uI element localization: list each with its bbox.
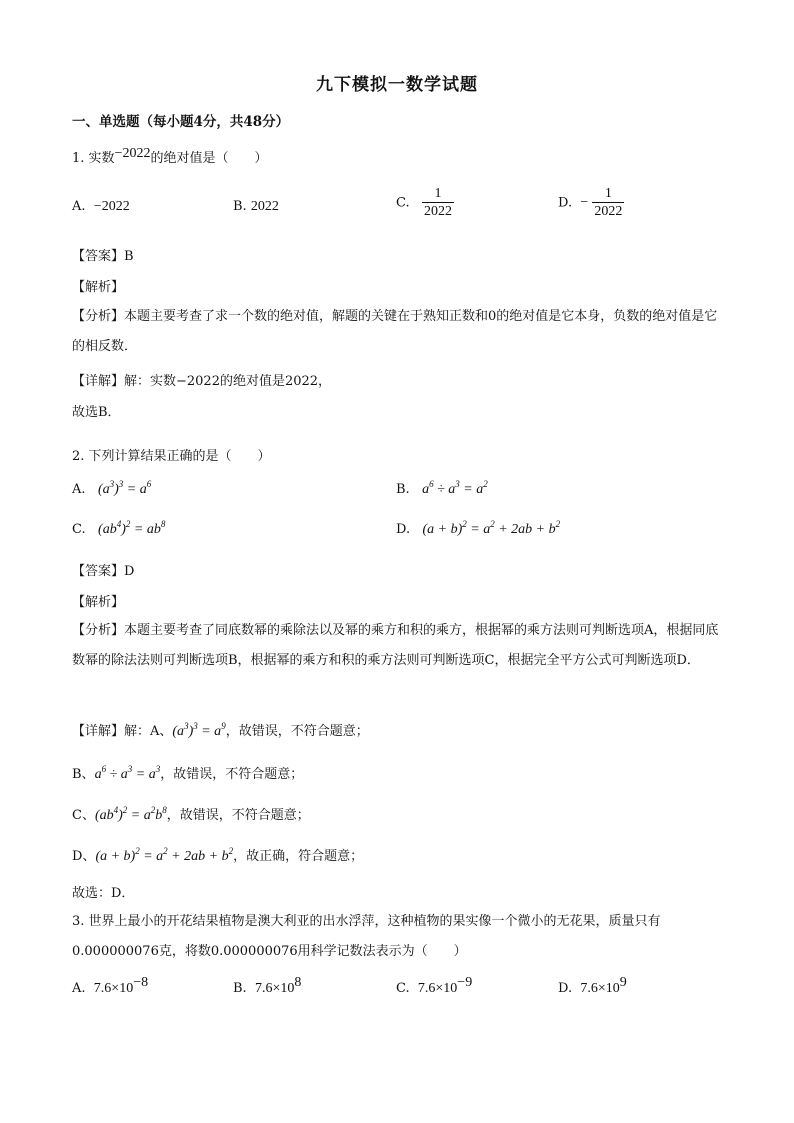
q2-detail-c (72, 804, 310, 824)
q2-option-b-label: B. (396, 482, 410, 497)
q2-detail-c-formula: $(ab^4)^2 = a^2b^8$ (94, 805, 167, 823)
q1-answer: 【答案】B (72, 249, 134, 264)
q1-stem-num: −2022 (114, 146, 151, 161)
q2-detail-b-prefix: B、 (72, 767, 95, 782)
q2-detail-d (72, 845, 363, 865)
q3-option-c-exponent: −9 (457, 975, 473, 990)
q2-detail-d-prefix: D、 (72, 849, 96, 864)
q2-detail-b-formula: $a^6 \div a^3 = a^3$ (94, 764, 161, 782)
q3-option-d-label: D. (558, 981, 573, 996)
q2-detail-d-formula: $(a + b)^2 = a^2 + 2ab + b^2$ (95, 846, 234, 864)
q3-option-a-label: A. (72, 981, 86, 996)
q3-option-a (72, 975, 149, 997)
q3-option-b-label: B. (233, 981, 247, 996)
q2-detail-c-prefix: C、 (72, 808, 95, 823)
q2-detail-d-tail: ，故正确，符合题意； (233, 849, 364, 864)
q1-option-d-label: D. (558, 195, 573, 211)
q3-option-b (233, 975, 302, 997)
q2-option-c (72, 519, 166, 538)
q2-detail-c-tail: ，故错误，不符合题意； (166, 808, 310, 823)
q1-option-c-fraction (422, 186, 454, 220)
q2-option-a-formula: $(a^3)^3 = a^6$ (97, 479, 152, 497)
q2-option-c-formula: $(ab^4)^2 = ab^8$ (98, 519, 166, 537)
q3-option-c-base: 7.6×10 (417, 981, 458, 996)
q1-option-b-value: 2022 (250, 199, 279, 214)
q2-analysis: 【分析】本题主要考查了同底数幂的乘除法以及幂的乘方和积的乘方，根据幂的乘方法则可判断选项A，根据同底数幂的除法法则可判断选项B，根据幂的乘方和积的乘方法则可判断选项C，根据完全平方公式可判断选项D． (72, 623, 719, 668)
q1-option-d-denominator: 2022 (594, 204, 623, 219)
q3-option-b-base: 7.6×10 (254, 981, 295, 996)
q3-option-a-base: 7.6×10 (93, 981, 134, 996)
q1-stem-post: 的绝对值是（ ） (150, 151, 268, 166)
q1-option-d (558, 186, 624, 220)
q2-option-b (396, 479, 488, 498)
q1-option-c (396, 186, 454, 220)
q2-stem: 2. 下列计算结果正确的是（ ） (72, 449, 271, 464)
q2-option-b-formula: $a^6 \div a^3 = a^2$ (422, 479, 488, 497)
q2-detail-b (72, 763, 303, 783)
q2-option-a-label: A. (72, 482, 86, 497)
q2-option-d-label: D. (396, 522, 411, 537)
q1-option-a-value: −2022 (93, 199, 130, 214)
q2-detail-b-tail: ，故错误，不符合题意； (160, 767, 304, 782)
q1-option-d-numerator: 1 (604, 186, 612, 201)
q1-option-b (233, 199, 279, 215)
q1-stem-pre: 1. 实数 (72, 151, 115, 166)
q2-answer: 【答案】D (72, 564, 135, 579)
q1-option-b-label: B. (233, 199, 247, 214)
section-heading: 一、单选题（每小题4分，共48分） (72, 114, 290, 130)
q2-option-c-label: C. (72, 522, 86, 537)
q2-detail-a (72, 720, 369, 740)
q3-option-d-exponent: 9 (619, 975, 627, 990)
q2-jiexi: 【解析】 (72, 595, 125, 610)
q1-analysis: 【分析】本题主要考查了求一个数的绝对值，解题的关键在于熟知正数和0的绝对值是它本身，负数的绝对值是它的相反数． (72, 309, 718, 354)
q1-option-a-label: A. (72, 199, 86, 214)
q3-option-d-base: 7.6×10 (580, 981, 620, 996)
q2-option-d-formula: $(a + b)^2 = a^2 + 2ab + b^2$ (422, 519, 561, 537)
q1-option-d-sign: − (580, 195, 589, 210)
q2-option-a (72, 479, 152, 498)
q3-option-c (396, 975, 473, 997)
q1-option-d-fraction (592, 186, 624, 220)
q3-option-c-label: C. (396, 981, 410, 996)
q2-detail-a-prefix: 【详解】解：A、 (72, 724, 173, 739)
q2-detail-a-formula: $(a^3)^3 = a^9$ (172, 721, 226, 739)
q3-stem: 3. 世界上最小的开花结果植物是澳大利亚的出水浮萍，这种植物的果实像一个微小的无花果，质量只有0.000000076克，将数0.000000076用科学记数法表示为（ ） (72, 914, 661, 959)
q2-detail-a-tail: ，故错误，不符合题意； (225, 724, 369, 739)
q3-option-d (558, 975, 627, 997)
page-title: 九下模拟一数学试题 (316, 75, 478, 95)
q1-option-c-denominator: 2022 (424, 204, 453, 219)
q3-option-a-exponent: −8 (133, 975, 149, 990)
q3-option-b-exponent: 8 (294, 975, 302, 990)
q2-conclusion: 故选：D． (72, 886, 135, 901)
q1-option-c-numerator: 1 (434, 186, 442, 201)
q1-conclusion: 故选B． (72, 405, 121, 420)
q1-detail: 【详解】解：实数−2022的绝对值是2022， (72, 374, 332, 389)
q1-option-a (72, 199, 130, 215)
q1-option-c-label: C. (396, 195, 410, 211)
q1-jiexi: 【解析】 (72, 280, 125, 295)
q1-stem (72, 147, 267, 167)
q2-option-d (396, 519, 561, 538)
